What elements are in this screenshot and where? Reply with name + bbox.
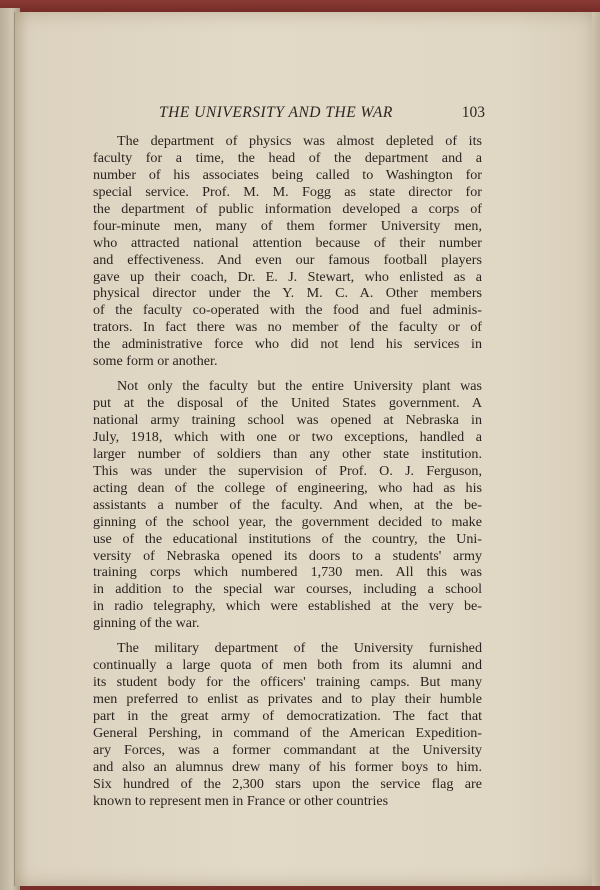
text-line: some form or another. [93,353,218,370]
text-line: national army training school was opened at Nebraska in [93,412,482,428]
text-line: Six hundred of the 2,300 stars upon the service flag are [93,775,482,792]
text-line: training corps which numbered 1,730 men. All this was [93,564,482,581]
text-line: versity of Nebraska opened its doors to a students' army [93,547,482,564]
running-head-title: THE UNIVERSITY AND THE WAR [159,104,393,121]
text-line: and effectiveness. And even our famous football players [93,251,482,268]
text-line: in addition to the special war courses, including a school [93,581,482,598]
text-line: The military department of the University furnished [117,640,482,657]
text-line: known to represent men in France or other countries [93,792,389,809]
text-line: put at the disposal of the United States government. A [93,395,482,412]
text-line: physical director under the Y. M. C. A. Other members [93,285,482,302]
text-line: special service. Prof. M. M. Fogg as state director for [93,183,482,200]
text-line: continually a large quota of men both from its alumni and [93,657,482,674]
text-line: The department of physics was almost depleted of its [117,133,482,149]
text-line: its student body for the officers' training camps. But many [93,674,482,691]
text-line: the administrative force who did not lend his services in [93,336,482,353]
text-line: men preferred to enlist as privates and to play their humble [93,691,482,707]
text-line: the department of public information developed a corps of [93,200,482,217]
text-line: who attracted national attention because of their number [93,234,482,251]
body-text [93,133,482,810]
text-line: assistants a number of the faculty. And when, at the be- [93,496,482,513]
text-line: ginning of the war. [93,615,200,632]
text-line: Not only the faculty but the entire University plant was [117,378,482,395]
text-line: This was under the supervision of Prof. O. J. Ferguson, [93,462,482,479]
text-line: larger number of soldiers than any other state institution. [93,445,482,462]
paragraph [93,640,482,809]
paragraph [93,133,482,370]
text-line: four-minute men, many of them former University men, [93,217,482,234]
text-line: use of the educational institutions of the country, the Uni- [93,530,482,547]
text-line: trators. In fact there was no member of the faculty or of [93,319,482,336]
page-number: 103 [461,104,485,121]
paragraph-gap [93,370,482,378]
paragraph-gap [93,632,482,640]
paragraph [93,378,482,632]
text-line: part in the great army of democratization. The fact that [93,707,482,724]
text-line: faculty for a time, the head of the department and a [93,149,482,166]
text-line: in radio telegraphy, which were established at the very be- [93,598,482,615]
text-line: acting dean of the college of engineering, who had as his [93,479,482,496]
text-line: July, 1918, which with one or two exceptions, handled a [93,428,482,445]
text-line: number of his associates being called to Washington for [93,166,482,183]
text-line: of the faculty co-operated with the food and fuel adminis- [93,302,482,319]
text-line: ginning of the school year, the government decided to make [93,513,482,530]
page-fore-edge [592,12,600,886]
text-line: General Pershing, in command of the American Expedition- [93,724,482,741]
running-head [145,104,485,124]
text-line: and also an alumnus drew many of his former boys to him. [93,758,482,775]
text-line: gave up their coach, Dr. E. J. Stewart, who enlisted as a [93,268,482,285]
text-line: ary Forces, was a former commandant at the University [93,741,482,758]
